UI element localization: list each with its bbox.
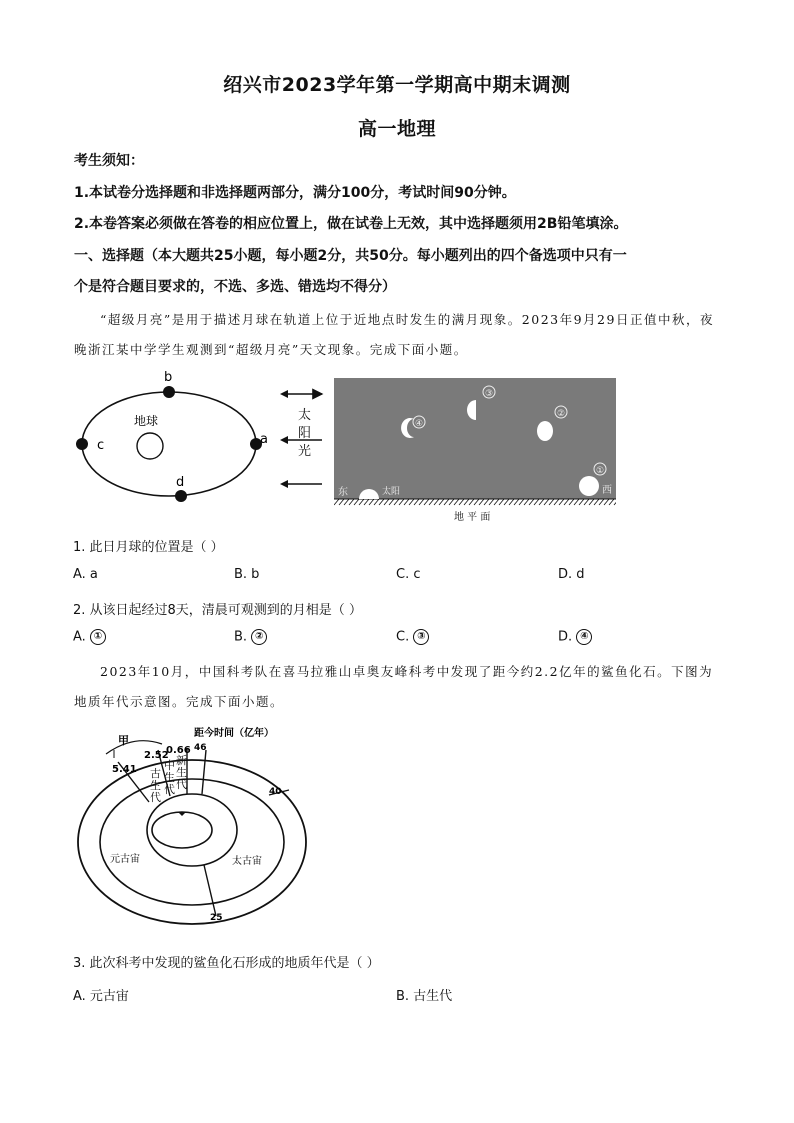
q2-option-c[interactable]	[396, 629, 429, 645]
question-1-stem: 1. 此日月球的位置是（ ）	[73, 540, 224, 555]
section-instructions-line1: 一、选择题（本大题共25小题，每小题2分，共50分。每小题列出的四个备选项中只有一	[74, 248, 627, 264]
notice-item-2: 2.本卷答案必须做在答卷的相应位置上，做在试卷上无效，其中选择题须用2B铅笔填涂。	[74, 216, 628, 232]
eon-archean: 太古宙	[232, 856, 262, 867]
marker-4: ④	[415, 419, 424, 429]
eon-proterozoic: 元古宙	[110, 854, 140, 865]
era-char: 新	[176, 754, 187, 767]
geologic-time-diagram	[74, 720, 314, 930]
q1-option-d[interactable]: D. d	[558, 567, 585, 582]
marker-3: ③	[485, 389, 494, 399]
page-subtitle: 高一地理	[357, 118, 436, 140]
outer-ring	[78, 760, 306, 924]
q1-option-c[interactable]: C. c	[396, 567, 421, 582]
orbit-point-c	[76, 438, 88, 450]
sunlight-char-1: 太	[298, 408, 312, 423]
page-title: 绍兴市2023学年第一学期高中期末调测	[223, 74, 571, 96]
q2-option-d-mark: ④	[576, 629, 592, 645]
tick-5-41: 5.41	[112, 764, 137, 775]
era-paleozoic-vertical	[150, 768, 162, 804]
q2-option-c-mark: ③	[413, 629, 429, 645]
inner-ring	[147, 791, 237, 866]
jia-label: 甲	[118, 734, 129, 747]
q2-option-a-letter: A.	[73, 629, 86, 645]
east-label: 东	[338, 487, 348, 498]
passage2-line1: 2023年10月，中国科考队在喜马拉雅山卓奥友峰科考中发现了距今约2.2亿年的鲨鱼化石。下图为	[100, 664, 714, 679]
loop-arrow-icon	[178, 812, 186, 816]
orbit-label-c: c	[97, 438, 105, 453]
q2-option-a[interactable]	[73, 629, 106, 645]
q2-option-b-letter: B.	[234, 629, 248, 645]
q2-option-b-mark: ②	[251, 629, 267, 645]
era-cenozoic-vertical	[176, 755, 188, 791]
tick-46: 46	[194, 743, 207, 753]
section-instructions-line2: 个是符合题目要求的，不选、多选、错选均不得分）	[74, 279, 396, 295]
marker-1: ①	[596, 466, 605, 476]
q3-option-b[interactable]: B. 古生代	[396, 989, 453, 1004]
era-char: 生	[164, 771, 175, 784]
sky-background	[334, 378, 616, 499]
notice-heading: 考生须知：	[74, 153, 144, 169]
q1-option-a[interactable]: A. a	[73, 567, 98, 582]
arrow-loop	[152, 812, 212, 848]
middle-ring	[100, 779, 284, 905]
notice-item-1: 1.本试卷分选择题和非选择题两部分，满分100分，考试时间90分钟。	[74, 185, 516, 201]
ground-label: 地 平 面	[454, 512, 491, 523]
era-char: 生	[176, 766, 187, 779]
moon-orbit-ellipse	[82, 392, 256, 496]
sunlight-char-2: 阳	[298, 426, 312, 441]
era-char: 代	[164, 783, 175, 796]
marker-2: ②	[557, 409, 566, 419]
tick-25: 25	[210, 913, 223, 923]
q3-option-a[interactable]: A. 元古宙	[73, 989, 129, 1004]
moon-phase-2	[537, 421, 553, 441]
q2-option-a-mark: ①	[90, 629, 106, 645]
era-char: 代	[176, 778, 187, 791]
era-char: 古	[150, 767, 161, 780]
sun-label: 太阳	[382, 487, 401, 497]
q2-option-d[interactable]	[558, 629, 592, 645]
tick-0-66: 0.66	[166, 745, 191, 756]
sunlight-char-3: 光	[298, 444, 312, 459]
orbit-point-d	[175, 490, 187, 502]
earth-label: 地球	[134, 414, 159, 428]
q2-option-d-letter: D.	[558, 629, 573, 645]
passage2-line2: 地质年代示意图。完成下面小题。	[74, 694, 285, 709]
era-mesozoic-vertical	[164, 760, 176, 796]
passage1-line1: “超级月亮”是用于描述月球在轨道上位于近地点时发生的满月现象。2023年9月29日正值中秋，夜	[100, 312, 714, 327]
orbit-label-a: a	[260, 432, 268, 447]
axis-label: 距今时间（亿年）	[194, 728, 274, 739]
q2-option-c-letter: C.	[396, 629, 410, 645]
earth-circle	[137, 433, 163, 459]
west-label: 西	[602, 485, 612, 496]
q2-option-b[interactable]	[234, 629, 267, 645]
q1-option-b[interactable]: B. b	[234, 567, 260, 582]
moon-phase-1	[579, 476, 599, 496]
orbit-label-b: b	[164, 370, 173, 385]
question-3-stem: 3. 此次科考中发现的鲨鱼化石形成的地质年代是（ ）	[73, 956, 380, 971]
question-2-stem: 2. 从该日起经过8天，清晨可观测到的月相是（ ）	[73, 603, 362, 618]
era-char: 代	[150, 791, 161, 804]
orbit-label-d: d	[176, 475, 185, 490]
moon-phase-sky-diagram	[334, 378, 616, 524]
sunlight-label	[298, 407, 311, 461]
passage1-line2: 晚浙江某中学学生观测到“超级月亮”天文现象。完成下面小题。	[74, 342, 468, 357]
tick-2-52: 2.52	[144, 750, 169, 761]
tick-40: 40	[269, 787, 282, 797]
era-char: 中	[164, 759, 175, 772]
era-char: 生	[150, 779, 161, 792]
orbit-point-b	[163, 386, 175, 398]
